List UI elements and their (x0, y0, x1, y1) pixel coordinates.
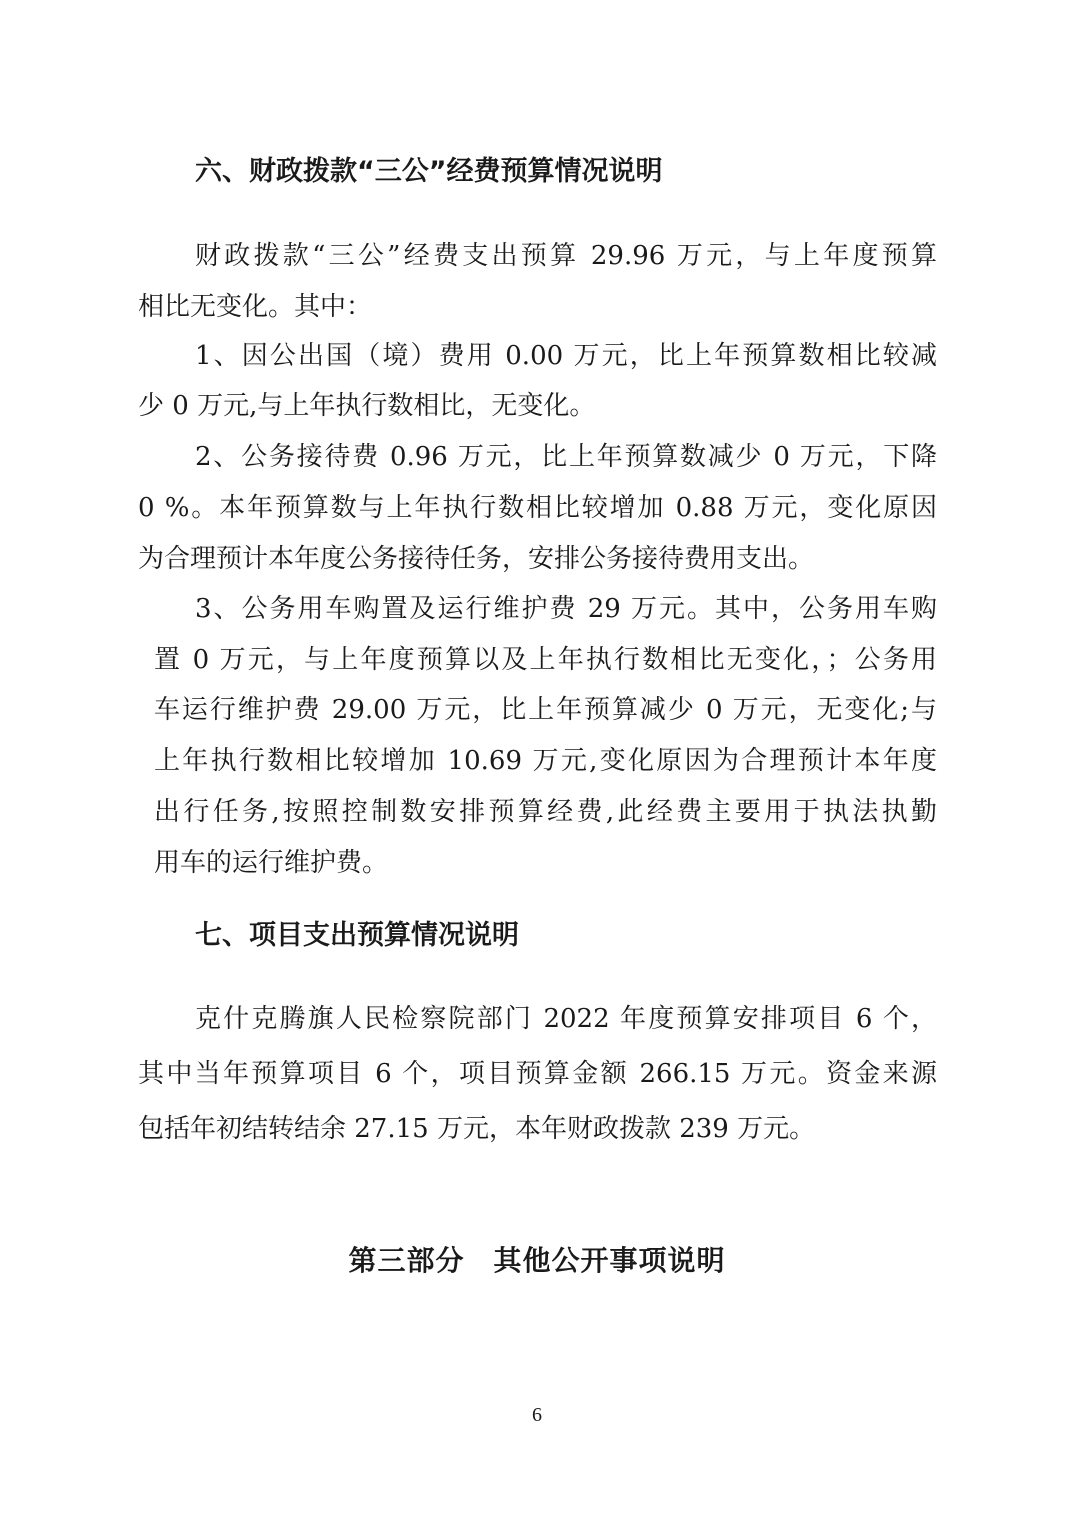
section-7-heading: 七、项目支出预算情况说明 (195, 920, 519, 951)
section-7-paragraph-line-1: 克什克腾旗人民检察院部门 2022 年度预算安排项目 6 个， (195, 1004, 937, 1034)
item-3-line-3: 车运行维护费 29.00 万元，比上年预算减少 0 万元，无变化;与 (154, 695, 937, 725)
section-6-heading: 六、财政拨款“三公”经费预算情况说明 (195, 156, 663, 187)
item-3-line-6: 用车的运行维护费。 (154, 848, 389, 878)
item-2-line-1: 2、公务接待费 0.96 万元，比上年预算数减少 0 万元，下降 (195, 442, 937, 472)
item-3-line-4: 上年执行数相比较增加 10.69 万元,变化原因为合理预计本年度 (154, 746, 937, 776)
item-3-line-1: 3、公务用车购置及运行维护费 29 万元。其中，公务用车购 (195, 594, 937, 624)
part-3-title: 第三部分 其他公开事项说明 (348, 1244, 726, 1277)
section-7-paragraph-line-2: 其中当年预算项目 6 个，项目预算金额 266.15 万元。资金来源 (138, 1059, 937, 1089)
item-1-line-2: 少 0 万元,与上年执行数相比，无变化。 (138, 391, 596, 421)
item-1-line-1: 1、因公出国（境）费用 0.00 万元，比上年预算数相比较减 (195, 341, 937, 371)
item-2-line-3: 为合理预计本年度公务接待任务，安排公务接待费用支出。 (138, 544, 815, 574)
section-6-paragraph-line-1: 财政拨款“三公”经费支出预算 29.96 万元，与上年度预算 (195, 241, 937, 271)
item-2-line-2: 0 %。本年预算数与上年执行数相比较增加 0.88 万元，变化原因 (138, 493, 937, 523)
item-3-line-5: 出行任务,按照控制数安排预算经费,此经费主要用于执法执勤 (154, 797, 937, 827)
section-7-paragraph-line-3: 包括年初结转结余 27.15 万元，本年财政拨款 239 万元。 (138, 1114, 816, 1144)
section-6-paragraph-line-2: 相比无变化。其中： (138, 292, 373, 322)
item-3-line-2: 置 0 万元，与上年度预算以及上年执行数相比无变化，；公务用 (154, 645, 937, 675)
page-number: 6 (532, 1404, 542, 1426)
